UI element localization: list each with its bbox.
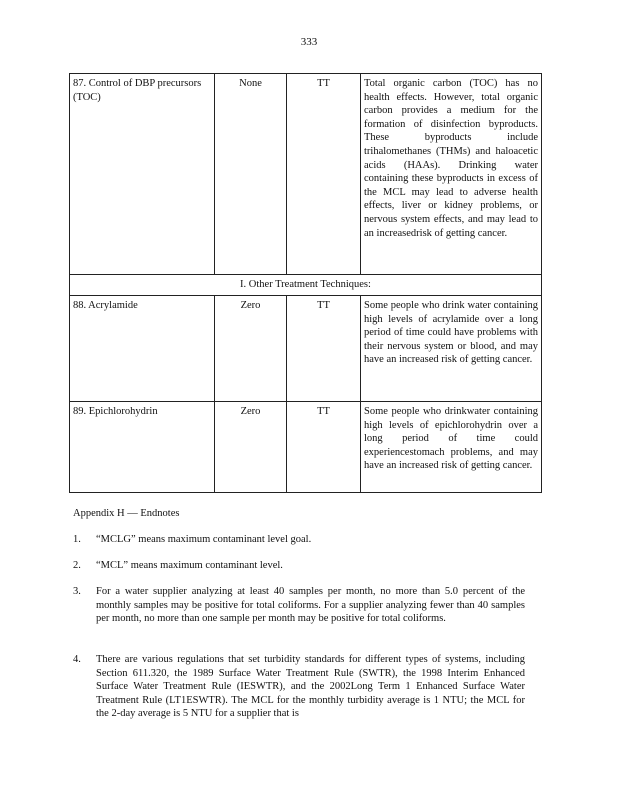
endnote-text: There are various regulations that set turbidity standards for different types of systems, including Section 611.320, the 1989 Surface Water Treatment Rule (SWTR), the 1998 Interim Enhanced Surface Water Treatment Rule (IESWTR), and the 2002Long Term 1 Enhanced Surface Water Treatment Rule (LT1ESWTR). The MCL for the monthly turbidity average is 1 NTU; the MCL for the 2-day average is 5 NTU for a supplier that is <box>96 654 525 720</box>
endnote-text: “MCLG” means maximum contaminant level goal. <box>96 534 312 545</box>
contaminant-table <box>69 73 542 493</box>
mclg-cell: Zero <box>215 402 287 493</box>
endnote-number: 1. <box>73 534 81 545</box>
endnote-item <box>73 533 525 547</box>
contaminant-cell: 87. Control of DBP precursors (TOC) <box>70 74 215 275</box>
health-effects-cell: Some people who drink water containing high levels of acrylamide over a long period of time could have problems with their nervous system or blood, and may have an increased risk of getting cancer. <box>361 296 542 402</box>
section-heading-row <box>70 275 542 296</box>
endnote-number: 4. <box>73 654 81 665</box>
health-effects-cell: Some people who drinkwater containing high levels of epichlorohydrin over a long period of time could experiencestomach problems, and may have an increased risk of getting cancer. <box>361 402 542 493</box>
contaminant-cell: 89. Epichlorohydrin <box>70 402 215 493</box>
endnote-text: For a water supplier analyzing at least 40 samples per month, no more than 5.0 percent of the monthly samples may be positive for total coliforms. For a supplier analyzing fewer than 40 samples per month, no more than one sample per month may be positive for total coliforms. <box>96 586 525 625</box>
endnote-item <box>73 585 525 626</box>
mcl-cell: TT <box>287 74 361 275</box>
health-effects-cell: Total organic carbon (TOC) has no health effects. However, total organic carbon provides a medium for the formation of disinfection byproducts. These byproducts include trihalomethanes (THMs) and haloacetic acids (HAAs). Drinking water containing these byproducts in excess of the MCL may lead to adverse health effects, liver or kidney problems, or nervous system effects, and may lead to an increasedrisk of getting cancer. <box>361 74 542 275</box>
section-heading: I. Other Treatment Techniques: <box>70 275 542 296</box>
table-row <box>70 402 542 493</box>
endnote-item <box>73 653 525 721</box>
endnote-text: “MCL” means maximum contaminant level. <box>96 560 283 571</box>
contaminant-cell: 88. Acrylamide <box>70 296 215 402</box>
endnote-number: 3. <box>73 586 81 597</box>
endnotes-title: Appendix H — Endnotes <box>73 508 180 519</box>
endnote-item <box>73 559 525 573</box>
endnote-number: 2. <box>73 560 81 571</box>
page-number: 333 <box>300 36 318 48</box>
table-row <box>70 296 542 402</box>
table-row <box>70 74 542 275</box>
mcl-cell: TT <box>287 296 361 402</box>
mclg-cell: Zero <box>215 296 287 402</box>
mcl-cell: TT <box>287 402 361 493</box>
mclg-cell: None <box>215 74 287 275</box>
